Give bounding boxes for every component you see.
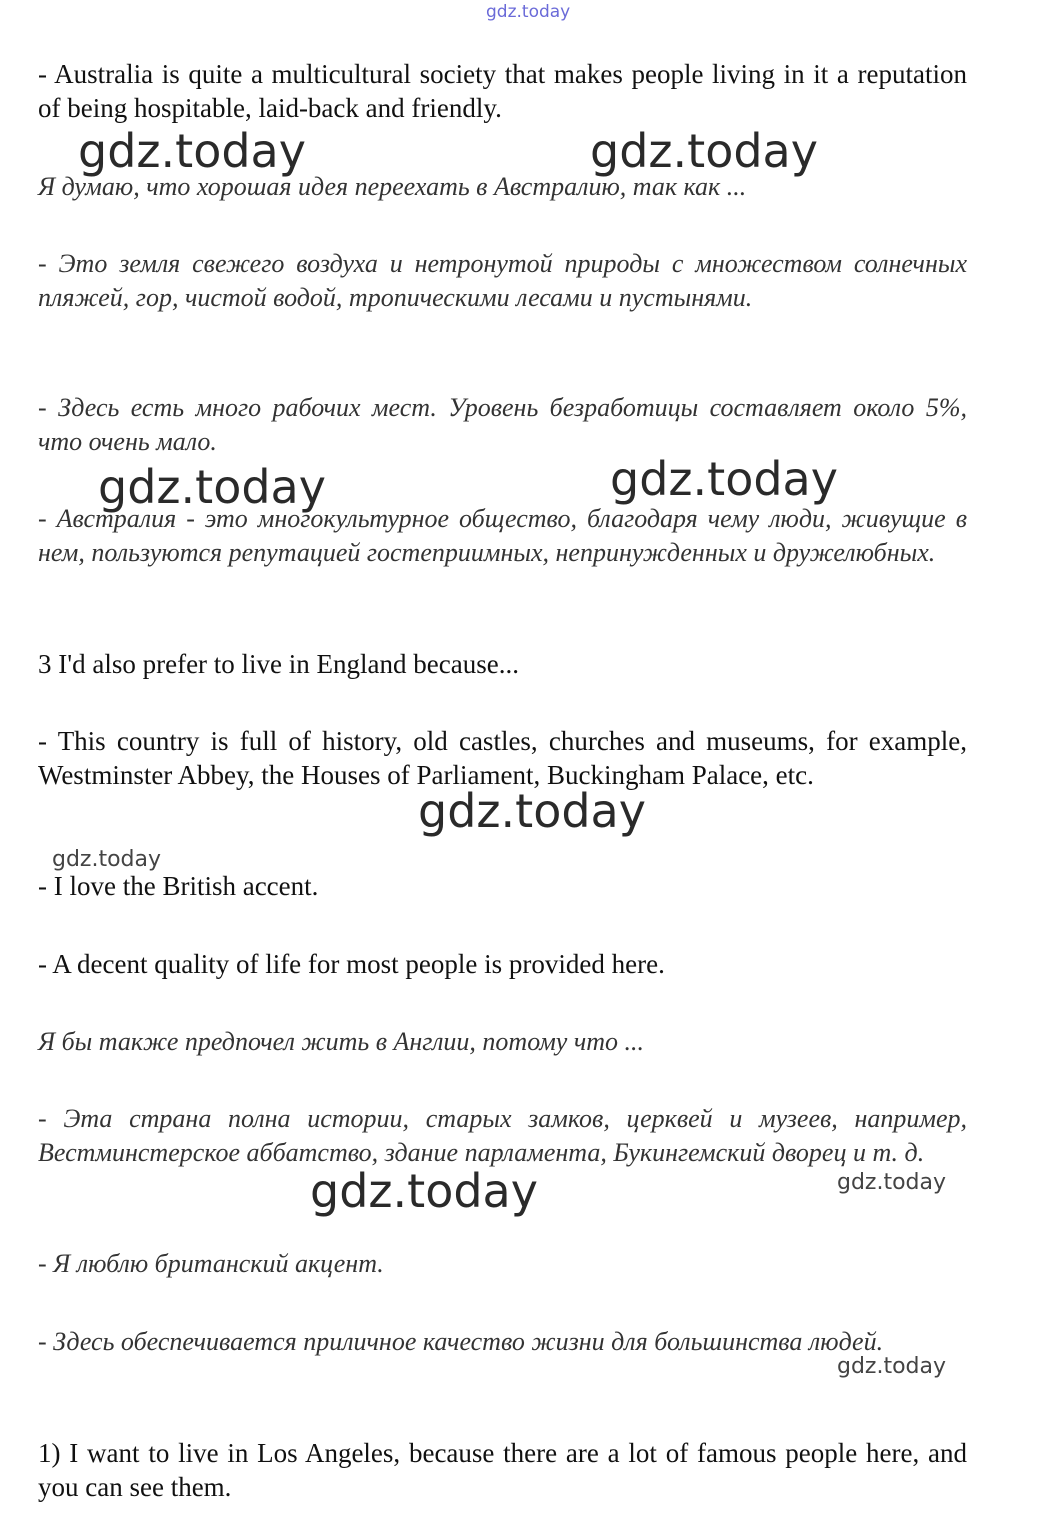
paragraph-quality-of-life: - A decent quality of life for most people is provided here.: [38, 949, 665, 979]
paragraph-ru-fresh-air: - Это земля свежего воздуха и нетронутой природы с множеством солнечных пляжей, гор, чистой водой, тропическими лесами и пустынями.: [38, 249, 967, 312]
paragraph-england-heading: 3 I'd also prefer to live in England because...: [38, 649, 519, 679]
paragraph-australia-multicultural: - Australia is quite a multicultural society that makes people living in it a reputation of being hospitable, laid-back and friendly.: [38, 59, 967, 123]
paragraph-los-angeles: 1) I want to live in Los Angeles, because there are a lot of famous people here, and you can see them.: [38, 1438, 967, 1502]
paragraph-ru-jobs: - Здесь есть много рабочих мест. Уровень безработицы составляет около 5%, что очень мало.: [38, 393, 967, 456]
paragraph-england-history: - This country is full of history, old castles, churches and museums, for example, Westminster Abbey, the Houses of Parliament, Buckingham Palace, etc.: [38, 726, 967, 790]
watermark-6: gdz.today: [52, 847, 162, 872]
paragraph-ru-british-accent: - Я люблю британский акцент.: [38, 1249, 384, 1278]
paragraph-british-accent: - I love the British accent.: [38, 871, 319, 901]
paragraph-ru-australia-intro: Я думаю, что хорошая идея переехать в Австралию, так как ...: [38, 172, 747, 201]
watermark-3: gdz.today: [98, 460, 326, 514]
paragraph-ru-multicultural: - Австралия - это многокультурное общество, благодаря чему люди, живущие в нем, пользуются репутацией гостеприимных, непринужденных и дружелюбных.: [38, 504, 967, 567]
watermark-7: gdz.today: [310, 1164, 538, 1218]
watermark-9: gdz.today: [837, 1354, 947, 1379]
watermark-1: gdz.today: [78, 124, 306, 178]
watermark-top: gdz.today: [486, 2, 571, 22]
watermark-8: gdz.today: [837, 1170, 947, 1195]
paragraph-ru-quality-of-life: - Здесь обеспечивается приличное качество жизни для большинства людей.: [38, 1327, 884, 1356]
watermark-4: gdz.today: [610, 452, 838, 506]
watermark-2: gdz.today: [590, 124, 818, 178]
watermark-5: gdz.today: [418, 784, 646, 838]
paragraph-ru-england-history: - Эта страна полна истории, старых замков, церквей и музеев, например, Вестминстерское аббатство, здание парламента, Букингемский дворец и т. д.: [38, 1104, 967, 1167]
paragraph-ru-england-intro: Я бы также предпочел жить в Англии, потому что ...: [38, 1027, 645, 1056]
